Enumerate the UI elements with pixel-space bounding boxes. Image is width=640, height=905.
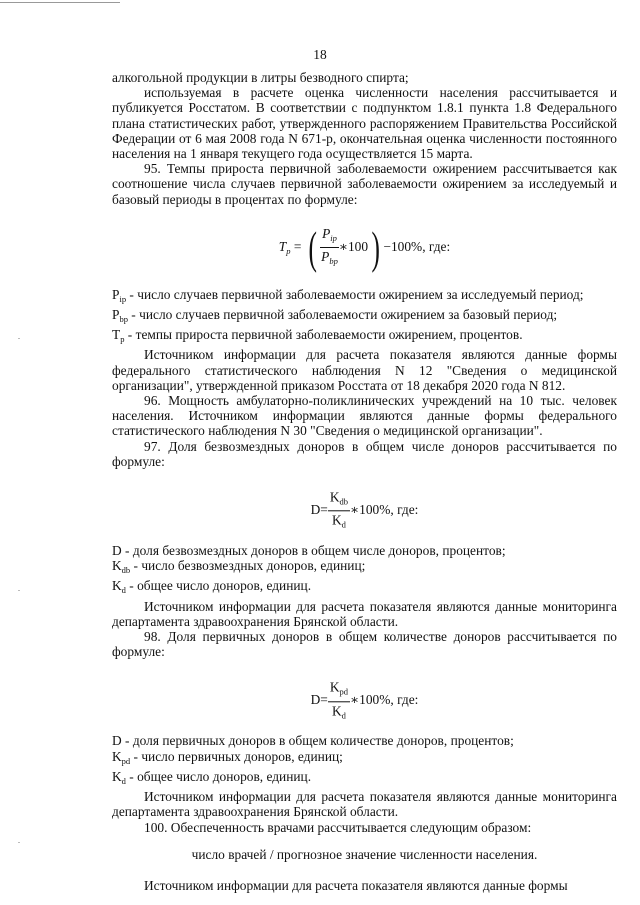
formula-growth-rate	[112, 209, 617, 287]
formula-lhs: D=	[310, 502, 328, 518]
paragraph: Источником информации для расчета показателя являются данные формы	[144, 877, 568, 893]
paragraph: Источником информации для расчета показателя являются данные мониторинга департамента здравоохранения Брянской области.	[112, 789, 617, 820]
formula-tail: ∗100%, где:	[350, 502, 419, 518]
formula-lhs: D=	[310, 692, 328, 708]
formula-free-donors	[112, 479, 617, 543]
formula-doctors: число врачей / прогнозное значение численности населения.	[191, 846, 538, 862]
paragraph-100: 100. Обеспеченность врачами рассчитывается следующим образом:	[144, 819, 532, 835]
page-number: 18	[313, 47, 327, 62]
paren-close: )	[371, 221, 380, 273]
formula-primary-donors	[112, 669, 617, 733]
paragraph-95: 95. Темпы прироста первичной заболеваемости ожирением рассчитывается как соотношение числа случаев первичной заболеваемости ожирением за исследуемый и базовый периоды в процентах по формуле:	[112, 161, 617, 207]
margin-mark	[18, 338, 20, 339]
margin-mark	[18, 590, 20, 591]
definition: $K_d$ - общее число доноров, единиц.	[112, 768, 312, 786]
margin-mark	[18, 842, 20, 843]
definition: $P_{bp}$ - число случаев первичной заболеваемости ожирением за базовый период;	[112, 307, 558, 325]
definition: $K_{pd}$ - число первичных доноров, единиц;	[112, 748, 343, 766]
paragraph: Источником информации для расчета показателя являются данные мониторинга департамента здравоохранения Брянской области.	[112, 598, 617, 629]
definition: D - доля безвозмездных доноров в общем числе доноров, процентов;	[112, 543, 506, 559]
paragraph-97: 97. Доля безвозмездных доноров в общем числе доноров рассчитывается по формуле:	[112, 438, 617, 469]
definition: $K_{db}$ - число безвозмездных доноров, единиц;	[112, 558, 366, 576]
formula-tail: ∗100%, где:	[350, 692, 419, 708]
paragraph-96: 96. Мощность амбулаторно-поликлинических учреждений на 10 тыс. человек населения. Источником информации являются данные формы федерального статистического наблюдения N 30 "Сведения о медицинской организации".	[112, 393, 617, 439]
formula-lhs: $T_p$	[278, 238, 291, 256]
formula-eq: =	[290, 238, 305, 254]
document-body	[112, 70, 617, 893]
paren-open: (	[308, 221, 317, 273]
definition: $T_p$ - темпы прироста первичной заболеваемости ожирением, процентов.	[112, 327, 523, 345]
paragraph: Источником информации для расчета показателя являются данные формы федерального статистического наблюдения N 12 "Сведения о медицинской организации", утвержденной приказом Росстата от 18 декабря 2020 года N 812.	[112, 347, 617, 393]
fraction: $\frac{P_{ip}}{P_{bp}}$	[321, 226, 338, 267]
definition: D - доля первичных доноров в общем количестве доноров, процентов;	[112, 733, 514, 749]
definition: $K_d$ - общее число доноров, единиц.	[112, 578, 312, 596]
fraction: $\frac{K_{pd}}{K_d}$	[329, 679, 349, 720]
top-rule	[0, 2, 120, 3]
paragraph-98: 98. Доля первичных доноров в общем количестве доноров рассчитывается по формуле:	[112, 629, 617, 660]
paragraph: алкогольной продукции в литры безводного спирта;	[112, 70, 409, 85]
formula-mult: ∗100	[338, 238, 369, 254]
formula-tail: −100%, где:	[383, 238, 451, 254]
fraction: $\frac{K_{db}}{K_d}$	[329, 489, 349, 530]
definition: $P_{ip}$ - число случаев первичной заболеваемости ожирением за исследуемый период;	[112, 286, 584, 304]
paragraph: используемая в расчете оценка численности населения рассчитывается и публикуется Росстатом. В соответствии с подпунктом 1.8.1 пункта 1.8 Федерального плана статистических работ, утвержденного распоряжением Правительства Российской Федерации от 6 мая 2008 года N 671-р, окончательная оценка численности постоянного населения на 1 января текущего года осуществляется 15 марта.	[112, 85, 617, 162]
